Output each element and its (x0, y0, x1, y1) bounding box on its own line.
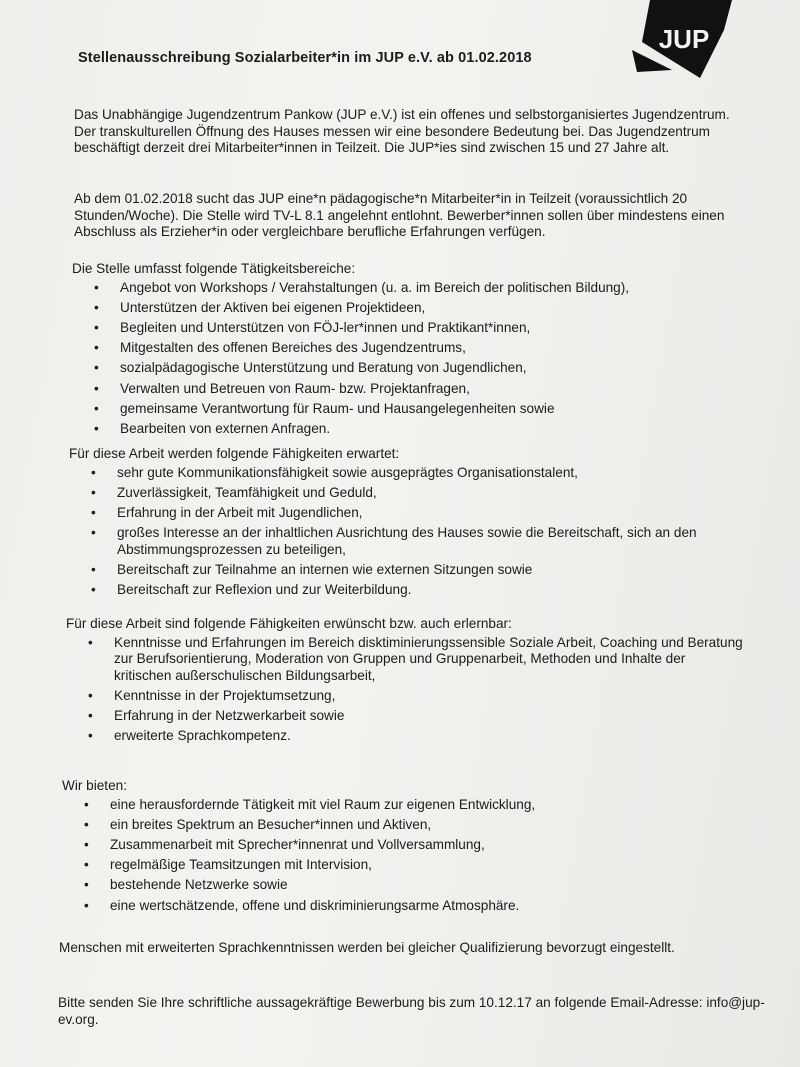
bullet-icon: • (94, 380, 99, 396)
list-item: • Begleiten und Unterstützen von FÖJ-ler*innen und Praktikant*innen, (94, 319, 531, 335)
bullet-icon: • (94, 400, 99, 416)
jup-logo (632, 0, 732, 80)
list-item: • Zuverlässigkeit, Teamfähigkeit und Geduld, (91, 484, 377, 500)
application-paragraph (58, 995, 778, 1028)
bullet-icon: • (88, 687, 93, 703)
bullet-icon: • (84, 897, 89, 913)
list-item: • bestehende Netzwerke sowie (84, 877, 288, 893)
list-item: • Kenntnisse in der Projektumsetzung, (88, 687, 336, 703)
list-item: • Erfahrung in der Netzwerkarbeit sowie (88, 708, 345, 724)
bullet-icon: • (91, 464, 96, 480)
bullet-icon: • (94, 340, 99, 356)
bullet-icon: • (84, 877, 89, 893)
list-item: • ein breites Spektrum an Besucher*innen und Aktiven, (84, 816, 432, 832)
list-item: • Mitgestalten des offenen Bereiches des Jugendzentrums, (94, 340, 466, 356)
bullet-icon: • (84, 836, 89, 852)
bullet-icon: • (88, 708, 93, 724)
list-item: • Angebot von Workshops / Verahstaltungen (u. a. im Bereich der politischen Bildung), (94, 279, 630, 295)
section-tasks (72, 261, 752, 441)
bullet-icon: • (84, 816, 89, 832)
section-offer (62, 778, 742, 918)
list-item: • erweiterte Sprachkompetenz. (88, 728, 291, 744)
bullet-icon: • (91, 561, 96, 577)
bullet-icon: • (94, 420, 99, 436)
list-item: • Bereitschaft zur Teilnahme an internen wie externen Sitzungen sowie (91, 561, 533, 577)
list-item: • Erfahrung in der Arbeit mit Jugendlichen, (91, 504, 363, 520)
list-item: • Zusammenarbeit mit Sprecher*innenrat und Vollversammlung, (84, 836, 485, 852)
bullet-icon: • (94, 319, 99, 335)
bullet-icon: • (94, 279, 99, 295)
position-paragraph (74, 191, 754, 241)
section-heading: Für diese Arbeit sind folgende Fähigkeiten erwünscht bzw. auch erlernbar: (66, 616, 512, 631)
list-item: • regelmäßige Teamsitzungen mit Intervision, (84, 857, 372, 873)
list-item: • eine wertschätzende, offene und diskriminierungsarme Atmosphäre. (84, 897, 520, 913)
bullet-icon: • (91, 582, 96, 598)
list-item: • Bearbeiten von externen Anfragen. (94, 420, 331, 436)
section-heading: Wir bieten: (62, 778, 127, 793)
section-desired (66, 616, 746, 749)
intro-text: Das Unabhängige Jugendzentrum Pankow (JUP e.V.) ist ein offenes und selbstorganisiertes Jugendzentrum. Der transkulturellen Öffnung des Hauses messen wir eine besondere Bedeutung bei. Das Jugendzentrum beschäftigt derzeit drei Mitarbeiter*innen in Teilzeit. Die JUP*ies sind zwischen 15 und 27 Jahre alt. (74, 107, 730, 156)
preference-text: Menschen mit erweiterten Sprachkenntnissen werden bei gleicher Qualifizierung bevorzugt eingestellt. (59, 940, 675, 955)
bullet-icon: • (91, 504, 96, 520)
bullet-icon: • (84, 796, 89, 812)
page-title: Stellenausschreibung Sozialarbeiter*in im JUP e.V. ab 01.02.2018 (78, 50, 532, 66)
list-item: • sehr gute Kommunikationsfähigkeit sowie ausgeprägtes Organisationstalent, (91, 464, 578, 480)
svg-text:JUP: JUP (658, 24, 710, 54)
list-item: • gemeinsame Verantwortung für Raum- und Hausangelegenheiten sowie (94, 400, 555, 416)
section-heading: Die Stelle umfasst folgende Tätigkeitsbereiche: (72, 261, 356, 276)
list-item: • sozialpädagogische Unterstützung und Beratung von Jugendlichen, (94, 360, 527, 376)
bullet-icon: • (88, 728, 93, 744)
bullet-icon: • (91, 484, 96, 500)
intro-paragraph (74, 107, 734, 157)
section-requirements (69, 446, 749, 602)
bullet-icon: • (94, 360, 99, 376)
application-text: Bitte senden Sie Ihre schriftliche aussagekräftige Bewerbung bis zum 10.12.17 an folgende Email-Adresse: info@jup-ev.org. (58, 995, 765, 1027)
list-item: • Verwalten und Betreuen von Raum- bzw. Projektanfragen, (94, 380, 470, 396)
list-item: • Bereitschaft zur Reflexion und zur Weiterbildung. (91, 582, 412, 598)
bullet-icon: • (88, 634, 93, 650)
list-item: • großes Interesse an der inhaltlichen Ausrichtung des Hauses sowie die Bereitschaft, sich an den Abstimmungsprozessen zu beteiligen, (91, 525, 697, 557)
bullet-icon: • (91, 525, 96, 541)
position-text: Ab dem 01.02.2018 sucht das JUP eine*n pädagogische*n Mitarbeiter*in in Teilzeit (voraussichtlich 20 Stunden/Woche). Die Stelle wird TV-L 8.1 angelehnt entlohnt. Bewerber*innen sollen über mindestens einen Abschluss als Erzieher*in oder vergleichbare berufliche Erfahrungen verfügen. (74, 191, 725, 240)
section-heading: Für diese Arbeit werden folgende Fähigkeiten erwartet: (69, 446, 400, 461)
list-item: • Unterstützen der Aktiven bei eigenen Projektideen, (94, 299, 426, 315)
list-item: • Kenntnisse und Erfahrungen im Bereich disktiminierungssensible Soziale Arbeit, Coaching und Beratung zur Berufsorientierung, Moderation von Gruppen und Gruppenarbeit, Methoden und Inhalte der kritischen außerschulischen Bildungsarbeit, (88, 634, 743, 683)
list-item: • eine herausfordernde Tätigkeit mit viel Raum zur eigenen Entwicklung, (84, 796, 536, 812)
bullet-icon: • (94, 299, 99, 315)
bullet-icon: • (84, 857, 89, 873)
preference-paragraph (59, 940, 739, 957)
